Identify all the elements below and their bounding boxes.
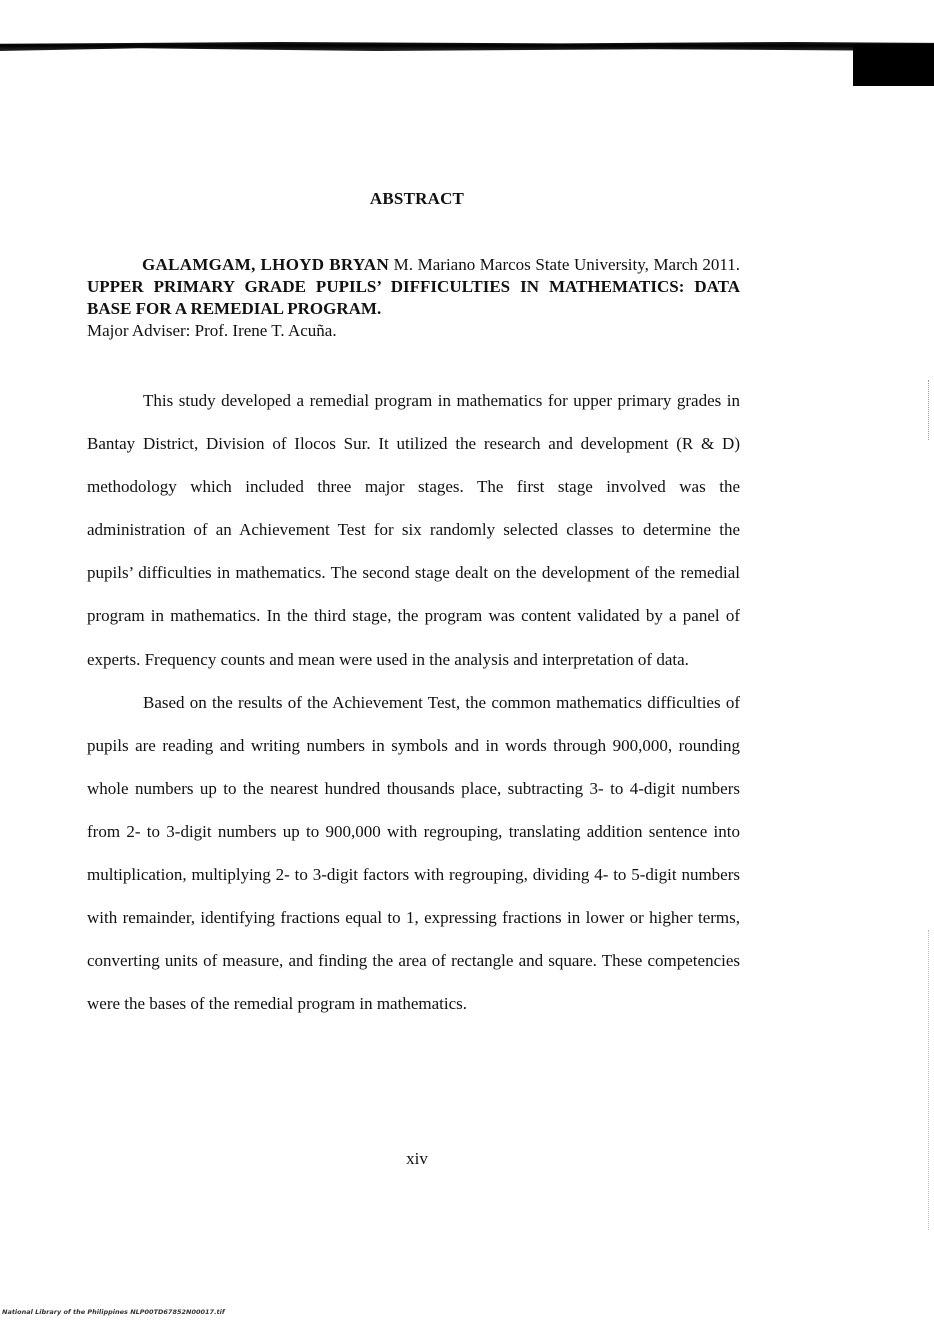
page-number: xiv	[406, 1149, 428, 1168]
citation-adviser: Major Adviser: Prof. Irene T. Acuña.	[87, 321, 337, 340]
citation-author: GALAMGAM, LHOYD BRYAN	[142, 255, 390, 274]
scan-margin-specks	[928, 380, 933, 440]
abstract-paragraph-1: This study developed a remedial program in mathematics for upper primary grades in Bantay District, Division of Ilocos Sur. It utilized the research and development (R & D) methodology which included three major stages. The first stage involved was the administration of an Achievement Test for six randomly selected classes to determine the pupils’ difficulties in mathematics. The second stage dealt on the development of the remedial program in mathematics. In the third stage, the program was content validated by a panel of experts. Frequency counts and mean were used in the analysis and interpretation of data.	[87, 391, 740, 669]
scan-margin-specks-lower	[928, 930, 933, 1230]
scan-edge-bar	[0, 42, 934, 51]
citation-author-initial: M.	[393, 255, 414, 274]
citation-title: UPPER PRIMARY GRADE PUPILS’ DIFFICULTIES IN MATHEMATICS: DATA BASE FOR A REMEDIAL PROGRAM.	[87, 277, 740, 318]
scan-corner-block	[853, 44, 934, 86]
citation-block	[87, 254, 740, 342]
citation-institution-date: Mariano Marcos State University, March 2011.	[417, 255, 741, 274]
abstract-heading: ABSTRACT	[369, 189, 465, 208]
abstract-paragraph-2: Based on the results of the Achievement Test, the common mathematics difficulties of pupils are reading and writing numbers in symbols and in words through 900,000, rounding whole numbers up to the nearest hundred thousands place, subtracting 3- to 4-digit numbers from 2- to 3-digit numbers up to 900,000 with regrouping, translating addition sentence into multiplication, multiplying 2- to 3-digit factors with regrouping, dividing 4- to 5-digit numbers with remainder, identifying fractions equal to 1, expressing fractions in lower or higher terms, converting units of measure, and finding the area of rectangle and square. These competencies were the bases of the remedial program in mathematics.	[87, 692, 740, 1014]
scan-footer-stamp: National Library of the Philippines NLP00TD67852N00017.tif	[2, 1308, 225, 1316]
abstract-body	[87, 379, 740, 1025]
